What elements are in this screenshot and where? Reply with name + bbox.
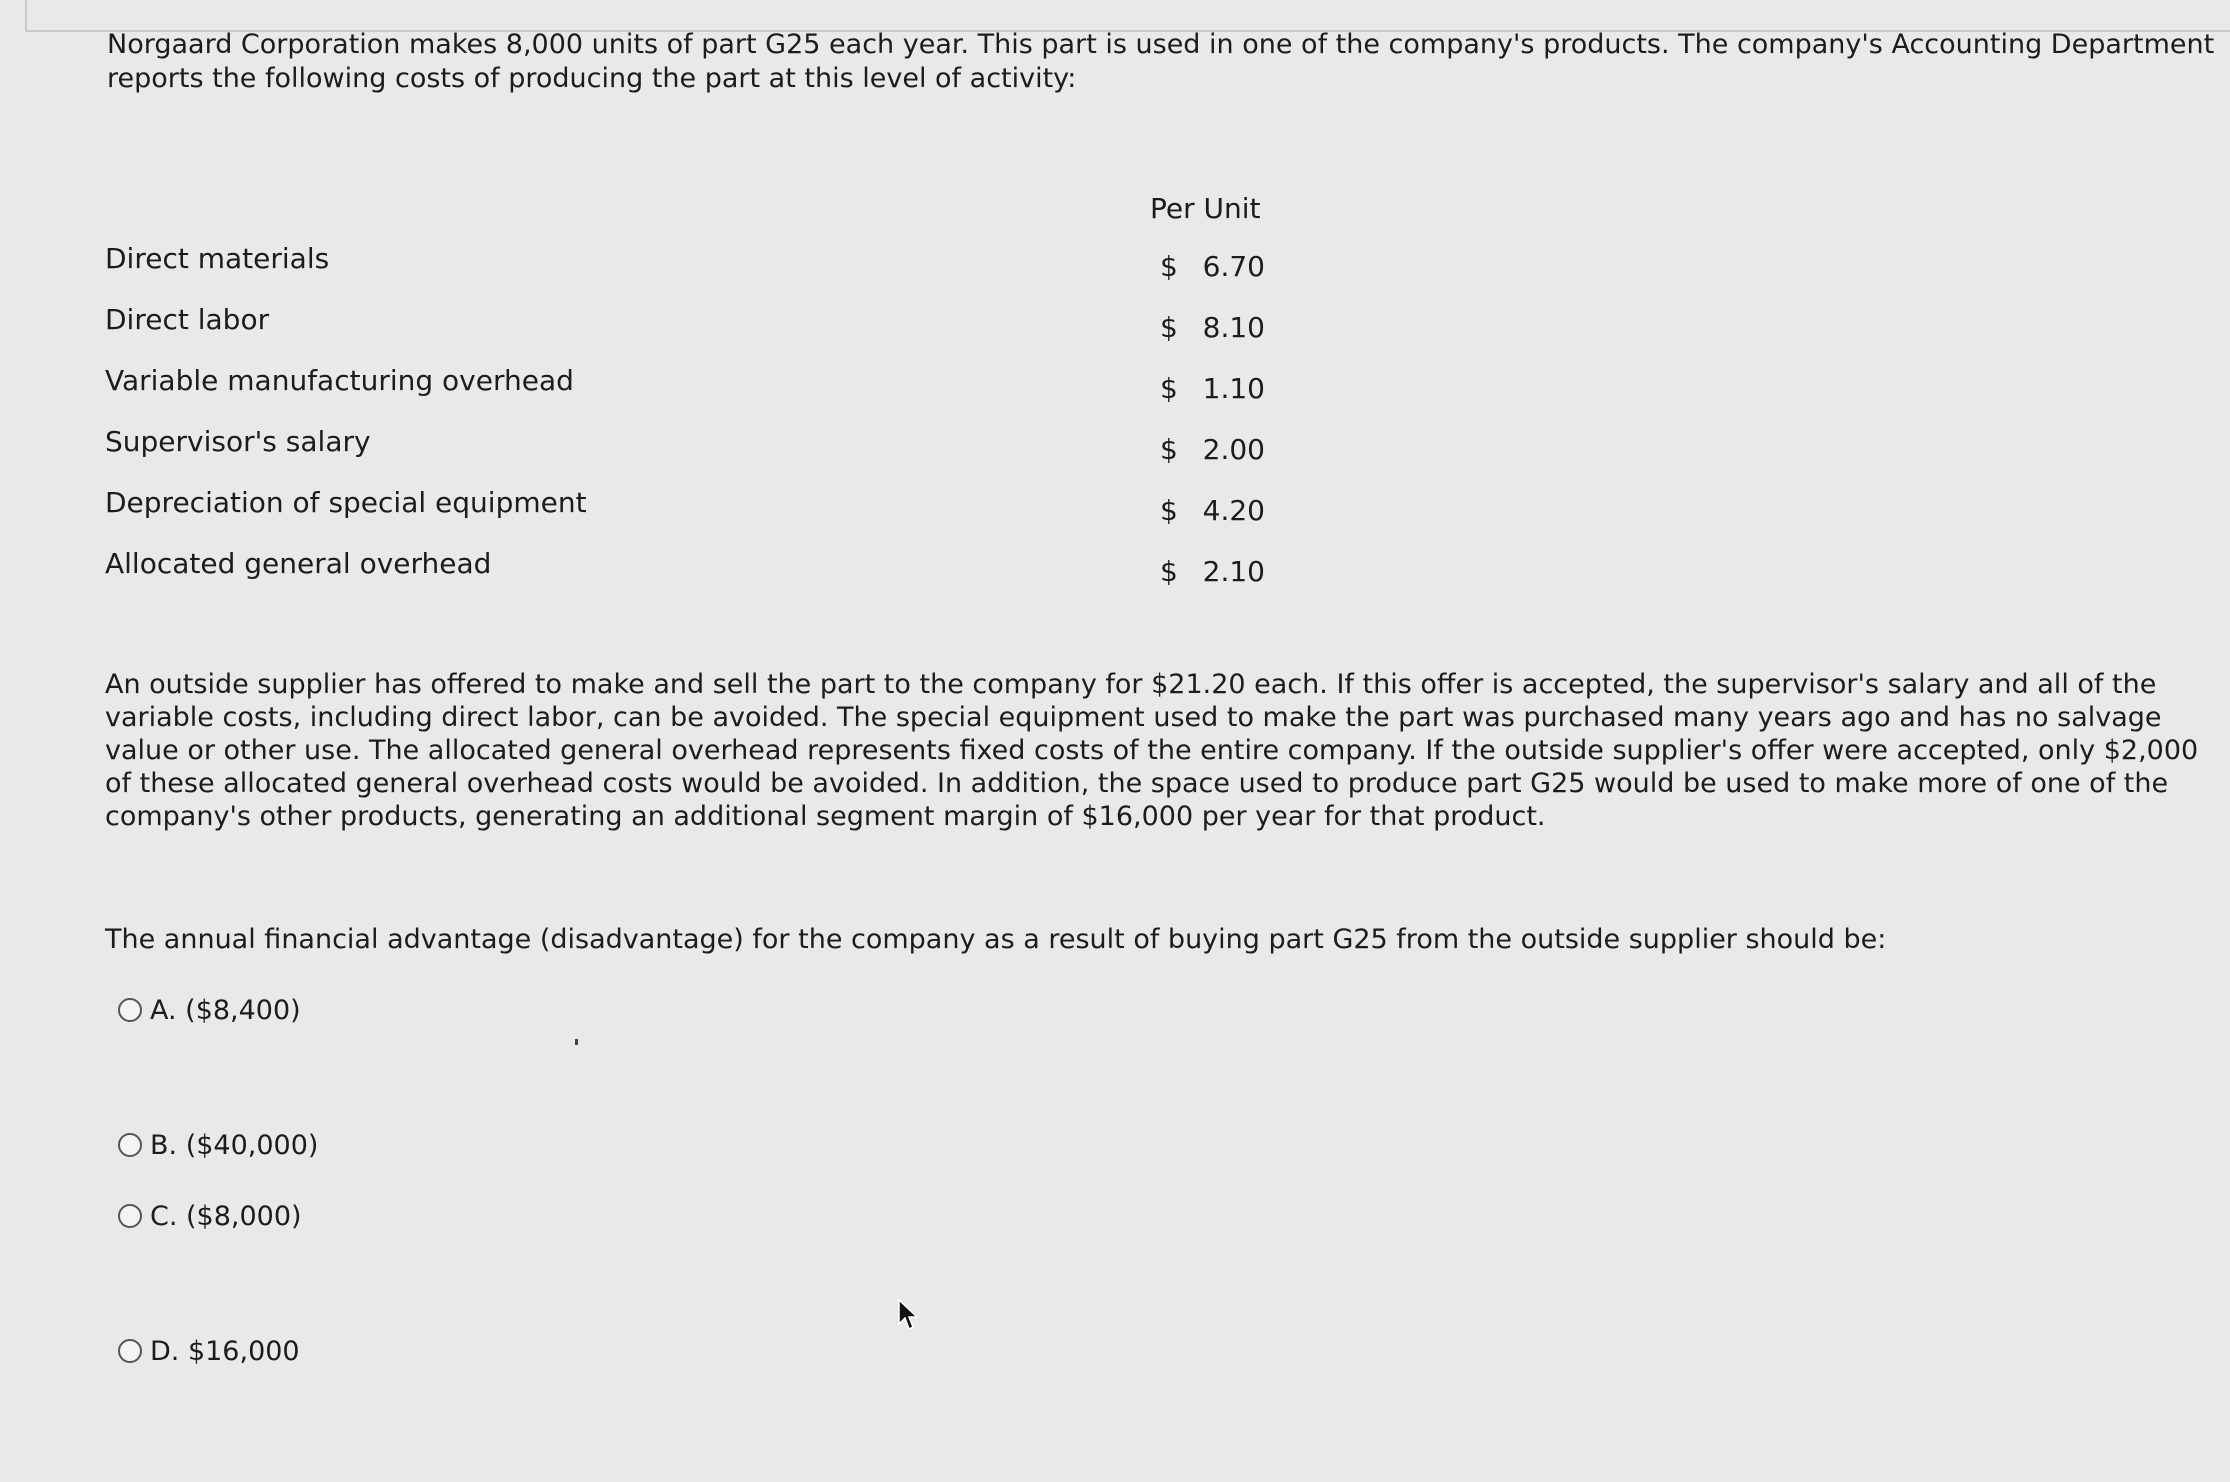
cost-value: 2.10 [1202, 555, 1265, 588]
cost-label: Variable manufacturing overhead [105, 364, 574, 397]
supplier-offer-paragraph: An outside supplier has offered to make and sell the part to the company for $21.20 each. If this offer is accepted, the supervisor's salary and all of the variable costs, including direct labor, can be avoided. The special equipment used to make the part was purchased many years ago and has no salvage value or other use. The allocated general overhead represents fixed costs of the entire company. If the outside supplier's offer were accepted, only $2,000 of these allocated general overhead costs would be avoided. In addition, the space used to produce part G25 would be used to make more of one of the company's other products, generating an additional segment margin of $16,000 per year for that product. [105, 669, 2199, 832]
option-label: B. ($40,000) [150, 1129, 319, 1161]
cost-value: 2.00 [1202, 433, 1265, 466]
cost-label: Direct labor [105, 303, 270, 336]
mouse-pointer-icon [897, 1298, 919, 1332]
cost-value: 4.20 [1202, 494, 1265, 527]
radio-button-icon[interactable] [118, 1133, 142, 1157]
cost-value: 6.70 [1202, 250, 1265, 283]
option-label: D. $16,000 [150, 1335, 300, 1367]
currency-symbol: $ [1160, 372, 1178, 405]
radio-button-icon[interactable] [118, 998, 142, 1022]
cost-value: 1.10 [1202, 372, 1265, 405]
cost-label: Allocated general overhead [105, 547, 492, 580]
cost-row-supervisor-salary [105, 425, 1265, 465]
currency-symbol: $ [1160, 250, 1178, 283]
option-d[interactable] [118, 1334, 300, 1368]
cost-label: Depreciation of special equipment [105, 486, 587, 519]
cost-label: Supervisor's salary [105, 425, 371, 458]
question-text: The annual financial advantage (disadvantage) for the company as a result of buying part G25 from the outside supplier should be: [105, 924, 1887, 955]
per-unit-header: Per Unit [1150, 192, 1261, 225]
radio-button-icon[interactable] [118, 1339, 142, 1363]
cost-row-direct-materials [105, 242, 1265, 282]
screen-speck [575, 1039, 578, 1045]
option-label: A. ($8,400) [150, 994, 301, 1026]
currency-symbol: $ [1160, 555, 1178, 588]
radio-button-icon[interactable] [118, 1204, 142, 1228]
problem-intro: Norgaard Corporation makes 8,000 units of part G25 each year. This part is used in one of the company's products. The company's Accounting Department reports the following costs of producing the part at this level of activity: [107, 29, 2215, 94]
cost-row-variable-overhead [105, 364, 1265, 404]
cost-row-depreciation [105, 486, 1265, 526]
option-label: C. ($8,000) [150, 1200, 302, 1232]
cost-value: 8.10 [1202, 311, 1265, 344]
option-c[interactable] [118, 1199, 302, 1233]
option-b[interactable] [118, 1128, 318, 1162]
currency-symbol: $ [1160, 433, 1178, 466]
option-a[interactable] [118, 993, 301, 1027]
currency-symbol: $ [1160, 494, 1178, 527]
currency-symbol: $ [1160, 311, 1178, 344]
cost-label: Direct materials [105, 242, 330, 275]
cost-row-direct-labor [105, 303, 1265, 343]
cost-row-allocated-overhead [105, 547, 1265, 587]
